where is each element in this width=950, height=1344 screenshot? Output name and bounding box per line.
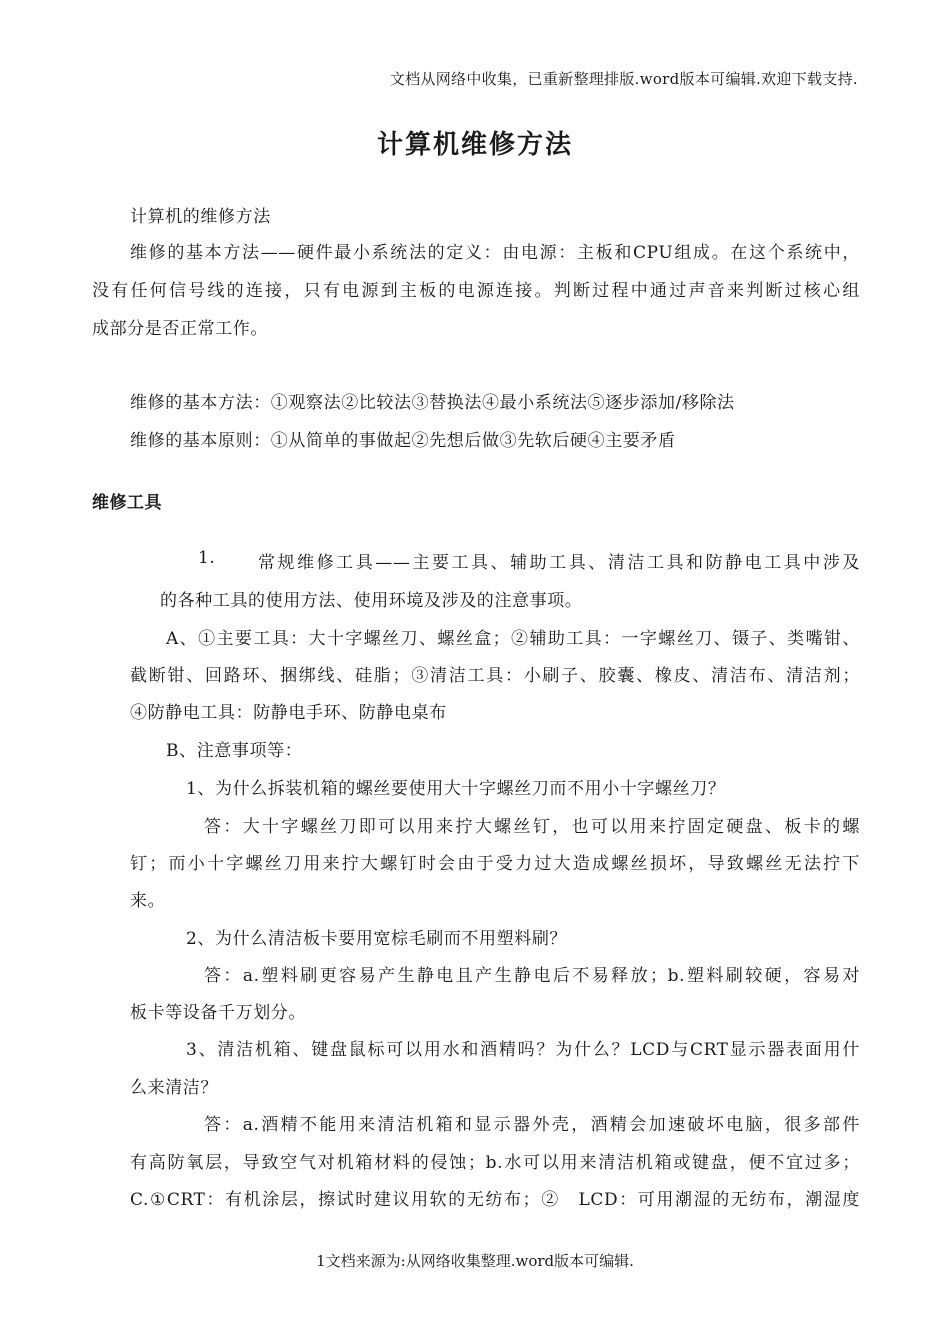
answer-3-line-2: 有高防氧层，导致空气对机箱材料的侵蚀；b.水可以用来清洁机箱或键盘，便不宜过多； — [130, 1153, 860, 1173]
answer-2-line-2: 板卡等设备千万划分。 — [130, 1003, 306, 1023]
answer-1-line-2: 钉；而小十字螺丝刀用来拧大螺钉时会由于受力过大造成螺丝损坏，导致螺丝无法拧下 — [130, 854, 860, 874]
tools-a-line-3: ④防静电工具：防静电手环、防静电桌布 — [130, 703, 447, 723]
page-footer: 1文档来源为:从网络收集整理.word版本可编辑. — [316, 1252, 634, 1270]
question-1: 1、为什么拆装机箱的螺丝要使用大十字螺丝刀而不用小十字螺丝刀？ — [186, 779, 726, 799]
document-title: 计算机维修方法 — [376, 130, 573, 160]
header-note: 文档从网络中收集，已重新整理排版.word版本可编辑.欢迎下载支持. — [389, 70, 858, 88]
answer-3-line-1: 答：a.酒精不能用来清洁机箱和显示器外壳，酒精会加速破坏电脑，很多部件 — [204, 1115, 860, 1135]
paragraph-definition-line-3: 成部分是否正常工作。 — [92, 319, 268, 339]
tools-a-line-2: 截断钳、回路环、捆绑线、硅脂；③清洁工具：小刷子、胶囊、橡皮、清洁布、清洁剂； — [130, 666, 860, 686]
item-1-number: 1. — [198, 548, 216, 568]
answer-1-line-3: 来。 — [130, 891, 166, 911]
question-3-line-1: 3、清洁机箱、键盘鼠标可以用水和酒精吗？为什么？LCD与CRT显示器表面用什 — [186, 1040, 860, 1060]
section-heading-tools: 维修工具 — [92, 493, 162, 513]
item-1-line-2: 的各种工具的使用方法、使用环境及涉及的注意事项。 — [160, 591, 583, 611]
answer-1-line-1: 答：大十字螺丝刀即可以用来拧大螺丝钉，也可以用来拧固定硬盘、板卡的螺 — [204, 817, 860, 837]
paragraph-definition-line-1: 维修的基本方法——硬件最小系统法的定义：由电源：主板和CPU组成。在这个系统中， — [130, 243, 860, 263]
basic-principles: 维修的基本原则：①从简单的事做起②先想后做③先软后硬④主要矛盾 — [130, 431, 676, 451]
basic-methods: 维修的基本方法：①观察法②比较法③替换法④最小系统法⑤逐步添加/移除法 — [130, 393, 735, 413]
paragraph-definition-line-2: 没有任何信号线的连接，只有电源到主板的电源连接。判断过程中通过声音来判断过核心组 — [92, 281, 860, 301]
answer-2-line-1: 答：a.塑料刷更容易产生静电且产生静电后不易释放；b.塑料刷较硬，容易对 — [204, 966, 860, 986]
question-2: 2、为什么清洁板卡要用宽棕毛刷而不用塑料刷？ — [186, 929, 568, 949]
paragraph-intro: 计算机的维修方法 — [130, 207, 271, 227]
answer-3-line-3: C.①CRT：有机涂层，擦试时建议用软的无纺布；② LCD：可用潮湿的无纺布，潮湿度 — [130, 1190, 860, 1210]
tools-a-line-1: A、①主要工具：大十字螺丝刀、螺丝盒；②辅助工具：一字螺丝刀、镊子、类嘴钳、 — [166, 629, 860, 649]
item-1-line-1: 常规维修工具——主要工具、辅助工具、清洁工具和防静电工具中涉及 — [258, 553, 860, 573]
question-3-line-2: 么来清洁？ — [130, 1078, 218, 1098]
notes-b: B、注意事项等： — [166, 741, 303, 761]
